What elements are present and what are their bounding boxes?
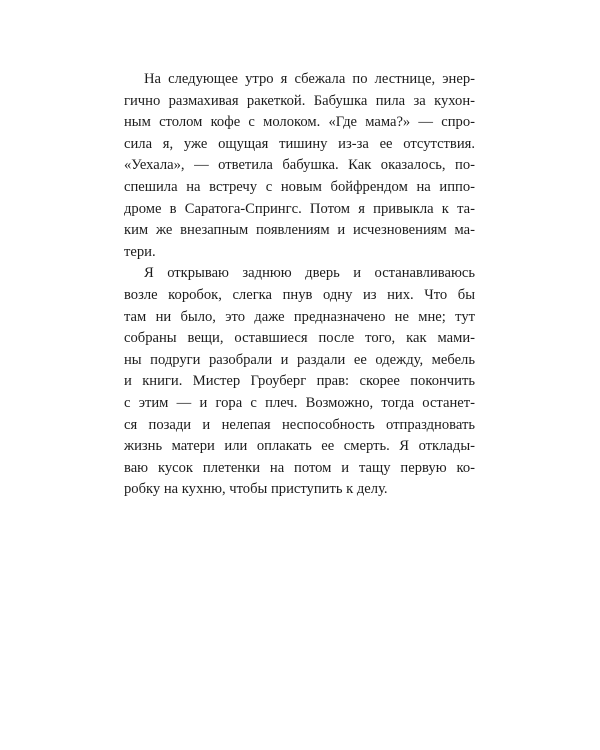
text-line: ным столом кофе с молоком. «Где мама?» — спро- [124,114,475,131]
text-line: собраны вещи, оставшиеся после того, как мами- [124,330,475,347]
text-line: спешила на встречу с новым бойфрендом на иппо- [124,178,475,195]
text-line: ким же внезапным появлениям и исчезновениям ма- [124,222,475,239]
text-line: там ни было, это даже предназначено не мне; тут [124,308,475,325]
text-line: «Уехала», — ответила бабушка. Как оказалось, по- [124,157,475,174]
text-line: жизнь матери или оплакать ее смерть. Я отклады- [124,438,475,455]
text-line: и книги. Мистер Гроуберг прав: скорее покончить [124,373,475,390]
text-line: гично размахивая ракеткой. Бабушка пила за кухон- [124,92,475,109]
text-line: ваю кусок плетенки на потом и тащу первую ко- [124,459,475,476]
body-text [124,69,475,501]
text-line: робку на кухню, чтобы приступить к делу. [124,481,388,498]
text-line: возле коробок, слегка пнув одну из них. Что бы [124,286,475,303]
text-line: тери. [124,243,156,260]
text-line: ся позади и нелепая неспособность отпраздновать [124,416,475,433]
text-line: сила я, уже ощущая тишину из-за ее отсутствия. [124,135,475,152]
text-line: ны подруги разобрали и раздали ее одежду, мебель [124,351,475,368]
text-line: дроме в Саратога-Спрингс. Потом я привыкла к та- [124,200,475,217]
text-line: с этим — и гора с плеч. Возможно, тогда останет- [124,394,475,411]
text-line: Я открываю заднюю дверь и останавливаюсь [144,265,475,282]
text-line: На следующее утро я сбежала по лестнице, энер- [144,71,475,87]
paragraph-2 [124,263,475,501]
paragraph-1 [124,69,475,263]
